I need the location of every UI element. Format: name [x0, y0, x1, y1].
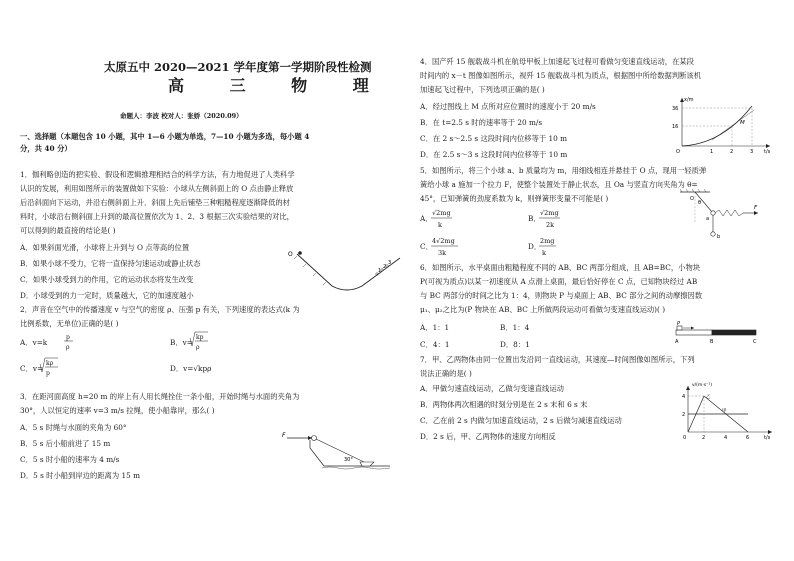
q1-option-b: B．如果小球不受力，它将一直保持匀速运动或静止状态 [20, 259, 201, 268]
q2-option-c: C．v= [20, 364, 44, 373]
fig-label: t/s [764, 149, 771, 155]
q2-option-b: B．v= [170, 338, 193, 347]
fig-label: O [690, 196, 694, 202]
fig-label: 4 [682, 394, 686, 400]
fig-label: O [676, 149, 680, 155]
q1-line: 后沿斜面向下运动，并沿右侧斜面上升．斜面上先后铺垫三种粗糙程度逐渐降低的材 [20, 198, 290, 207]
q4-xt-graph [672, 96, 772, 154]
q5-line: 簧给小球 a 施加一个拉力 F，使整个装置处于静止状态，且 Oa 与竖直方向夹角为 θ= [420, 180, 698, 189]
q6-line: 6．如图所示，水平桌面由粗糙程度不同的 AB、BC 两部分组成，且 AB=BC，小物块 [420, 263, 701, 272]
fig-label: 0 [683, 435, 687, 441]
q7-option-b: B．两物体两次相遇的时刻分别是在 2 s 末和 6 s 末 [420, 400, 588, 409]
q6-option-b: B．1：4 [500, 323, 530, 332]
fig-label: 2 [702, 435, 706, 441]
fig-label: M [740, 120, 745, 126]
fig-label: v/(m·s⁻¹) [692, 383, 713, 388]
q5-spring-figure [670, 188, 765, 248]
fig-label: θ [698, 200, 702, 206]
q1-line: 认识的发展，利用如图所示的装置做如下实验：小球从左侧斜面上的 O 点由静止释放 [20, 184, 294, 193]
fig-label: 1 [710, 149, 714, 155]
fig-label: F [754, 205, 758, 211]
fig-label: A [675, 339, 679, 345]
q6-line: 与 BC 两部分的时间之比为 1：4，则物块 P 与桌面上 AB、BC 部分之间的动摩擦因数 [420, 291, 703, 300]
q7-line: 7．甲、乙两物体由同一位置出发沿同一直线运动，其速度—时间图像如图所示，下列 [420, 355, 695, 364]
q2-option-d: D．v=√kpρ [170, 364, 212, 373]
q6-table-figure [674, 322, 764, 346]
q5-fraction-bars [420, 204, 580, 260]
q2-c-num: kρ [46, 360, 54, 367]
fig-label: F [282, 432, 286, 439]
q6-option-a: A．1：1 [420, 323, 450, 332]
section-heading: 一、选择题（本题包含 10 小题，其中 1—6 小题为单选，7—10 小题为多选，每小题 4 [20, 132, 310, 141]
q2-option-a: A．v=k [20, 338, 48, 347]
q1-line: 可以得到的最直接的结论是( ) [20, 226, 116, 235]
q1-incline-figure [288, 248, 407, 296]
exam-authors: 命题人：李波 校对人：张娇（2020.09） [120, 112, 243, 120]
q5-line: 45°，已知弹簧的劲度系数为 k，则弹簧形变量不可能是( ) [420, 194, 609, 203]
q2-line: 比例系数，无单位)正确的是( ) [20, 319, 119, 328]
fig-label: 30° [344, 457, 353, 463]
q2-a-den: ρ [66, 344, 70, 351]
fig-label: 3 [750, 149, 754, 155]
fig-label: x/m [684, 97, 694, 103]
fig-label: t/s [764, 435, 771, 441]
q7-option-a: A．甲做匀速直线运动，乙做匀变速直线运动 [420, 384, 564, 393]
q2-b-num: kp [196, 334, 204, 341]
q7-line: 说法正确的是( ) [420, 369, 472, 378]
q1-option-d: D．小球受到的力一定时，质量越大，它的加速度越小 [20, 291, 194, 300]
q2-a-num: p [66, 334, 70, 341]
q5-option-d: D． [528, 242, 542, 251]
q5-option-c: C． [420, 242, 433, 251]
q2-c-den: p [46, 370, 50, 377]
q2-fraction-bars [20, 330, 220, 376]
q1-line: 料时，小球沿右侧斜面上升到的最高位置依次为 1、2、3 根据三次实验结果的对比， [20, 212, 294, 221]
q7-option-d: D．2 s 后，甲、乙两物体的速度方向相反 [420, 432, 556, 441]
q5-c-num: 4√2mg [432, 237, 455, 245]
fig-label: C [753, 339, 757, 345]
fig-label: 4 [724, 435, 728, 441]
fig-label: B [710, 339, 714, 345]
q3-option-a: A．5 s 时绳与水面的夹角为 60° [20, 423, 127, 432]
q5-d-den: k [542, 249, 546, 257]
fig-label: 2 [383, 264, 387, 270]
exam-title: 太原五中 2020—2021 学年度第一学期阶段性检测 [104, 60, 372, 74]
q4-option-a: A．经过图线上 M 点所对应位置时的速度小于 20 m/s [420, 102, 596, 111]
q4-option-c: C．在 2 s～2.5 s 这段时间内位移等于 10 m [420, 134, 568, 143]
q6-option-d: D．8：1 [500, 340, 530, 349]
fig-label: 乙 [706, 395, 711, 400]
q5-d-num: 2mg [540, 237, 555, 245]
q5-c-den: 3k [438, 249, 447, 257]
q6-line: P(可视为质点)以某一初速度从 A 点滑上桌面，最后恰好停在 C 点，已知物块经过 AB [420, 277, 698, 286]
q1-option-c: C．如果小球受到力的作用，它的运动状态将发生改变 [20, 275, 194, 284]
q3-option-c: C．5 s 时小船的速率为 4 m/s [20, 455, 120, 464]
fig-label: 16 [672, 124, 679, 130]
q3-line: 3．在距河面高度 h=20 m 的岸上有人用长绳拴住一条小船，开始时绳与水面的夹角为 [20, 392, 300, 401]
fig-label: a [706, 216, 710, 222]
q5-a-num: √2mg [432, 209, 451, 217]
q4-line: 时间内的 x－t 图像如图所示，视歼 15 舰载战斗机为质点，根据图中所给数据判断该机 [420, 71, 701, 80]
fig-label: 1 [378, 268, 382, 274]
q5-option-b: B． [528, 214, 541, 223]
q4-option-b: B．在 t=2.5 s 时的速率等于 20 m/s [420, 118, 543, 127]
q4-line: 4．国产歼 15 舰载战斗机在航母甲板上加速起飞过程可看做匀变速直线运动，在某段 [420, 57, 694, 66]
fig-label: 6 [746, 435, 750, 441]
q2-b-den: ρ [196, 344, 200, 351]
fig-label: P [677, 321, 681, 327]
q3-line: 30°，人以恒定的速率 v=3 m/s 拉绳，使小船靠岸，那么( ) [20, 406, 215, 415]
q2-line: 2．声音在空气中的传播速度 v 与空气的密度 ρ、压强 p 有关，下列速度的表达式(k 为 [20, 305, 300, 314]
q7-vt-graph [678, 380, 778, 440]
q7-option-c: C．乙在前 2 s 内做匀加速直线运动，2 s 后做匀减速直线运动 [420, 416, 622, 425]
q4-option-d: D．在 2.5 s～3 s 这段时间内位移等于 10 m [420, 150, 568, 159]
fig-label: 2 [682, 412, 686, 418]
section-heading-cont: 分，共 40 分） [20, 144, 72, 153]
fig-label: 2 [730, 149, 734, 155]
q3-option-d: D．5 s 时小船到岸边的距离为 15 m [20, 471, 140, 480]
q5-a-den: k [438, 221, 442, 229]
q5-b-num: √2mg [540, 209, 559, 217]
q6-line: μ₁、μ₂之比为(P 物块在 AB、BC 上所做两段运动可看做匀变速直线运动)( ) [420, 305, 666, 314]
q5-option-a: A． [420, 214, 433, 223]
q1-option-a: A．如果斜面光滑，小球将上升到与 O 点等高的位置 [20, 243, 190, 252]
fig-label: 3 [388, 260, 392, 266]
q4-line: 加速起飞过程中，下列选项正确的是( ) [420, 85, 545, 94]
q3-boat-figure [282, 430, 397, 470]
q3-option-b: B．5 s 后小船前进了 15 m [20, 439, 111, 448]
exam-subject: 高 三 物 理 [168, 76, 389, 95]
q5-b-den: 2k [546, 221, 555, 229]
fig-label: b [717, 234, 721, 240]
q1-line: 1．伽利略创造的把实验、假设和逻辑推理相结合的科学方法，有力地促进了人类科学 [20, 170, 295, 179]
fig-label: 甲 [722, 409, 727, 414]
fig-label: 36 [672, 106, 679, 112]
fig-label: O [288, 251, 293, 258]
q6-option-c: C．4：1 [420, 340, 450, 349]
q5-line: 5．如图所示，将三个小球 a、b 质量均为 m，用细线相连并悬挂于 O 点，现用一轻质弹 [420, 166, 707, 175]
